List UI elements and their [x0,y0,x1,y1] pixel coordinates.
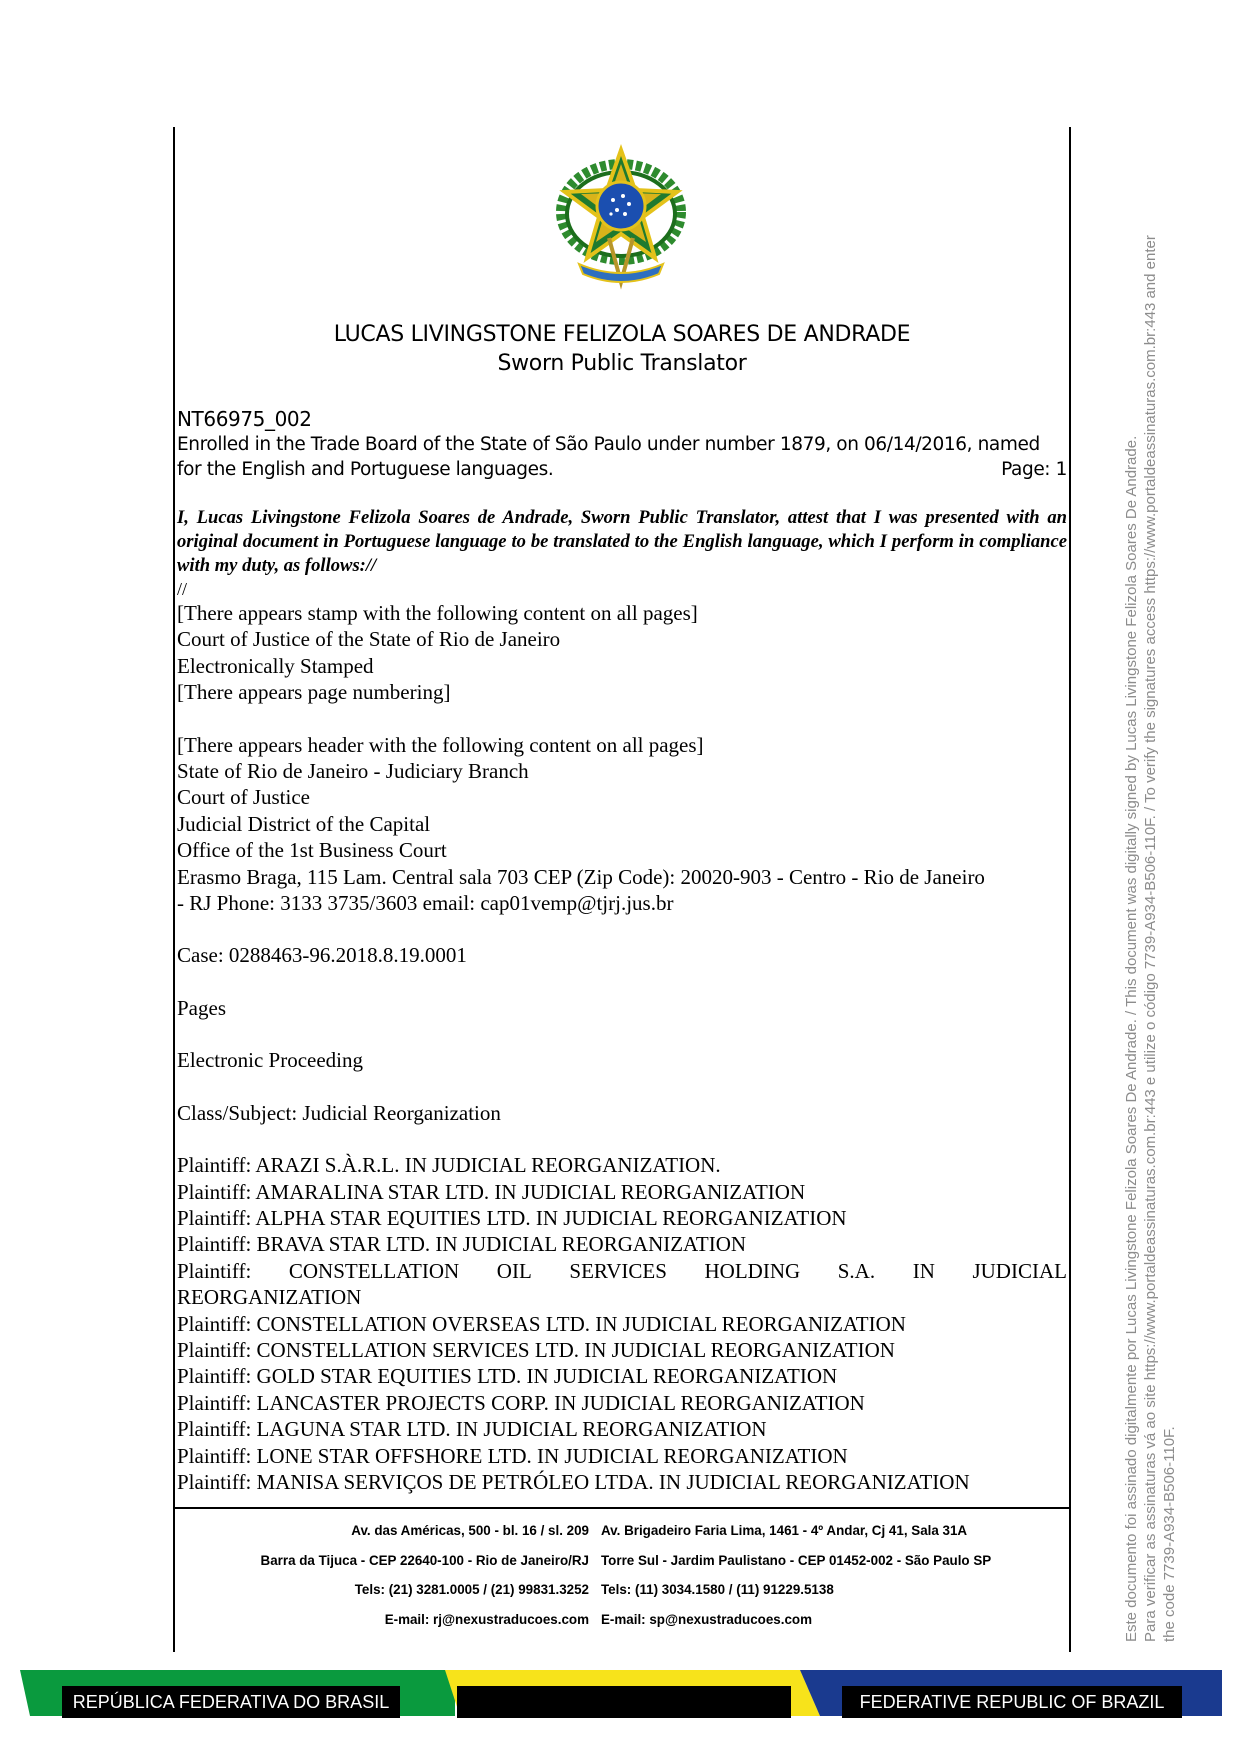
plaintiff-line: Plaintiff: BRAVA STAR LTD. IN JUDICIAL REORGANIZATION [177,1232,747,1257]
brazil-coat-of-arms-icon [551,142,691,292]
separator: // [177,579,188,599]
signature-note-line: Para verificar as assinaturas vá ao site https://www.portaldeassinaturas.com.br:443 e utilize o código 7739-A934-B506-110F. / To verify the signatures access https://www.portaldeassinaturas.com.br:443 and enter [1142,235,1159,1642]
word: OIL [496,1258,532,1283]
document-body [177,406,1067,1495]
translator-name: LUCAS LIVINGSTONE FELIZOLA SOARES DE ANDRADE [333,322,911,347]
footer-divider [173,1507,1071,1509]
stamp-line: Court of Justice of the State of Rio de Janeiro [177,627,561,652]
page-border-left [173,127,175,1652]
plaintiff-line: Plaintiff: AMARALINA STAR LTD. IN JUDICIAL REORGANIZATION [177,1179,806,1204]
stamp-line: [There appears stamp with the following content on all pages] [177,601,698,625]
plaintiff-line: Plaintiff: ARAZI S.À.R.L. IN JUDICIAL REORGANIZATION. [177,1153,721,1178]
court-header-line: Office of the 1st Business Court [177,838,447,863]
case-number: Case: 0288463-96.2018.8.19.0001 [177,943,467,968]
plaintiff-line: Plaintiff: LONE STAR OFFSHORE LTD. IN JUDICIAL REORGANIZATION [177,1443,848,1468]
court-header-line: Court of Justice [177,785,310,810]
reference-number: NT66975_002 [177,407,312,431]
languages-text: for the English and Portuguese languages. [177,459,554,480]
plaintiff-line: Plaintiff: GOLD STAR EQUITIES LTD. IN JUDICIAL REORGANIZATION [177,1364,838,1389]
court-header-line: State of Rio de Janeiro - Judiciary Branch [177,759,529,784]
footer-email: E-mail: rj@nexustraducoes.com [384,1611,589,1627]
page-border-right [1069,127,1071,1652]
enrollment-line: Enrolled in the Trade Board of the State of São Paulo under number 1879, on 06/14/2016, named [177,434,1040,455]
word: HOLDING [704,1258,801,1283]
footer-phone: Tels: (21) 3281.0005 / (21) 99831.3252 [354,1582,589,1597]
class-subject: Class/Subject: Judicial Reorganization [177,1100,501,1125]
plaintiff-line: Plaintiff: LANCASTER PROJECTS CORP. IN JUDICIAL REORGANIZATION [177,1390,865,1415]
court-contact: - RJ Phone: 3133 3735/3603 email: cap01vemp@tjrj.jus.br [177,891,674,916]
attestation-statement: I, Lucas Livingstone Felizola Soares de Andrade, Sworn Public Translator, attest that I was presented with an original document in Portuguese language to be translated to the English language, which I perform in compliance with my duty, as follows:// [177,507,1067,576]
digital-signature-note [1122,62,1179,1642]
signature-note-line: Este documento foi assinado digitalmente por Lucas Livingstone Felizola Soares De Andrade. / This document was digitally signed by Lucas Livingstone Felizola Soares De Andrade. [1123,435,1140,1642]
page-number: Page: 1 [1001,459,1067,480]
court-header-line: [There appears header with the following content on all pages] [177,732,704,757]
translator-title: Sworn Public Translator [497,351,747,376]
band-center-bar [457,1686,791,1718]
plaintiff-line-cont: REORGANIZATION [177,1285,362,1310]
word: S.A. [837,1258,876,1283]
republic-label-en: FEDERATIVE REPUBLIC OF BRAZIL [842,1686,1182,1718]
footer-district: Torre Sul - Jardim Paulistano - CEP 01452-002 - São Paulo SP [601,1552,992,1568]
word: SERVICES [569,1258,667,1283]
republic-label-pt: REPÚBLICA FEDERATIVA DO BRASIL [62,1686,400,1718]
word: CONSTELLATION [288,1258,460,1283]
plaintiff-line: Plaintiff: CONSTELLATION OVERSEAS LTD. IN JUDICIAL REORGANIZATION [177,1311,906,1336]
plaintiff-line: Plaintiff: LAGUNA STAR LTD. IN JUDICIAL REORGANIZATION [177,1417,767,1442]
signature-note-line: the code 7739-A934-B506-110F. [1161,1426,1178,1642]
footer-saopaulo-office [601,1516,991,1634]
footer-phone: Tels: (11) 3034.1580 / (11) 91229.5138 [601,1582,834,1597]
court-address: Erasmo Braga, 115 Lam. Central sala 703 CEP (Zip Code): 20020-903 - Centro - Rio de Janeiro [177,864,985,889]
word: IN [912,1258,935,1283]
plaintiff-line: Plaintiff: CONSTELLATION SERVICES LTD. IN JUDICIAL REORGANIZATION [177,1337,895,1362]
footer-address: Av. das Américas, 500 - bl. 16 / sl. 209 [351,1523,589,1538]
plaintiff-line-justified [177,1258,1067,1284]
word: Plaintiff: [177,1258,252,1283]
word: JUDICIAL [972,1258,1067,1283]
stamp-line: Electronically Stamped [177,653,374,678]
proceeding-type: Electronic Proceeding [177,1048,364,1073]
stamp-line: [There appears page numbering] [177,680,451,705]
footer-email: E-mail: sp@nexustraducoes.com [601,1611,813,1627]
pages-label: Pages [177,995,226,1020]
footer-rio-office [261,1516,589,1634]
plaintiff-line: Plaintiff: ALPHA STAR EQUITIES LTD. IN JUDICIAL REORGANIZATION [177,1205,847,1230]
plaintiff-line: Plaintiff: MANISA SERVIÇOS DE PETRÓLEO LTDA. IN JUDICIAL REORGANIZATION [177,1469,970,1494]
enrollment-line-2 [177,457,1067,482]
footer-district: Barra da Tijuca - CEP 22640-100 - Rio de Janeiro/RJ [260,1552,589,1568]
court-header-line: Judicial District of the Capital [177,811,431,836]
footer-address: Av. Brigadeiro Faria Lima, 1461 - 4º Andar, Cj 41, Sala 31A [601,1523,968,1538]
